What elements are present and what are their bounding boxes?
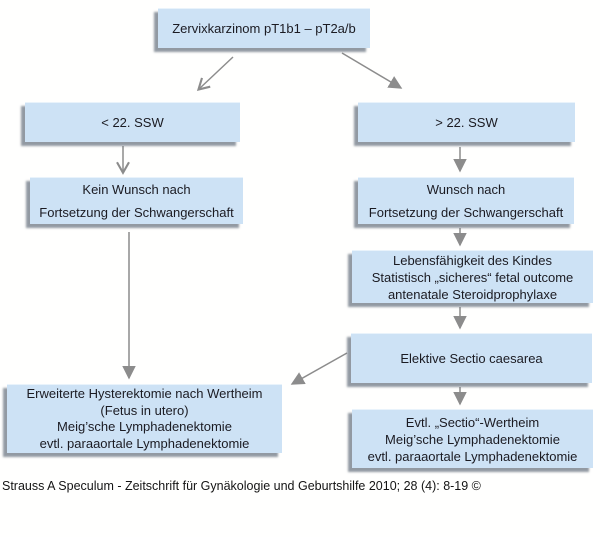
source-caption: Strauss A Speculum - Zeitschrift für Gynäkologie und Geburtshilfe 2010; 28 (4): 8-19 ©	[2, 479, 481, 493]
node-viability	[352, 250, 593, 303]
node-right-wish	[358, 177, 574, 224]
node-left-outcome-line1: Erweiterte Hysterektomie nach Wertheim	[26, 386, 263, 401]
node-left-outcome-line4: evtl. paraaortale Lymphadenektomie	[39, 435, 250, 451]
node-left-wish-line2: Fortsetzung der Schwangerschaft	[39, 205, 234, 220]
node-right-wish-line1: Wunsch nach	[426, 182, 506, 197]
node-left-ssw-label: < 22. SSW	[101, 115, 164, 130]
node-root-label: Zervixkarzinom pT1b1 – pT2a/b	[172, 21, 356, 36]
node-right-outcome-line3: evtl. paraaortale Lymphadenektomie	[367, 448, 578, 464]
node-left-wish	[30, 177, 243, 224]
node-right-outcome-line1: Evtl. „Sectio“-Wertheim	[405, 414, 540, 430]
node-left-outcome-line3: Meig’sche Lymphadenektomie	[57, 419, 232, 434]
node-right-wish-line2: Fortsetzung der Schwangerschaft	[368, 205, 564, 220]
node-left-outcome	[7, 384, 282, 453]
node-right-ssw-label: > 22. SSW	[435, 115, 498, 130]
node-right-outcome	[352, 409, 593, 468]
node-left-ssw	[25, 102, 240, 142]
node-left-outcome-line2: (Fetus in utero)	[100, 402, 189, 418]
arrow-sectio-to-left-outcome-icon	[292, 353, 347, 384]
node-left-wish-line1: Kein Wunsch nach	[82, 182, 191, 197]
node-sectio-label: Elektive Sectio caesarea	[400, 351, 543, 366]
node-root	[158, 8, 370, 48]
node-viability-line2: Statistisch „sicheres“ fetal outcome	[371, 269, 574, 285]
node-sectio	[351, 333, 592, 383]
node-right-ssw	[358, 102, 575, 142]
node-right-outcome-line2: Meig’sche Lymphadenektomie	[385, 431, 560, 447]
node-viability-line3: antenatale Steroidprophylaxe	[387, 286, 558, 302]
arrow-root-to-right-ssw-icon	[342, 53, 401, 88]
arrow-root-to-left-ssw-icon	[199, 57, 233, 89]
node-viability-line1: Lebensfähigkeit des Kindes	[392, 252, 552, 268]
